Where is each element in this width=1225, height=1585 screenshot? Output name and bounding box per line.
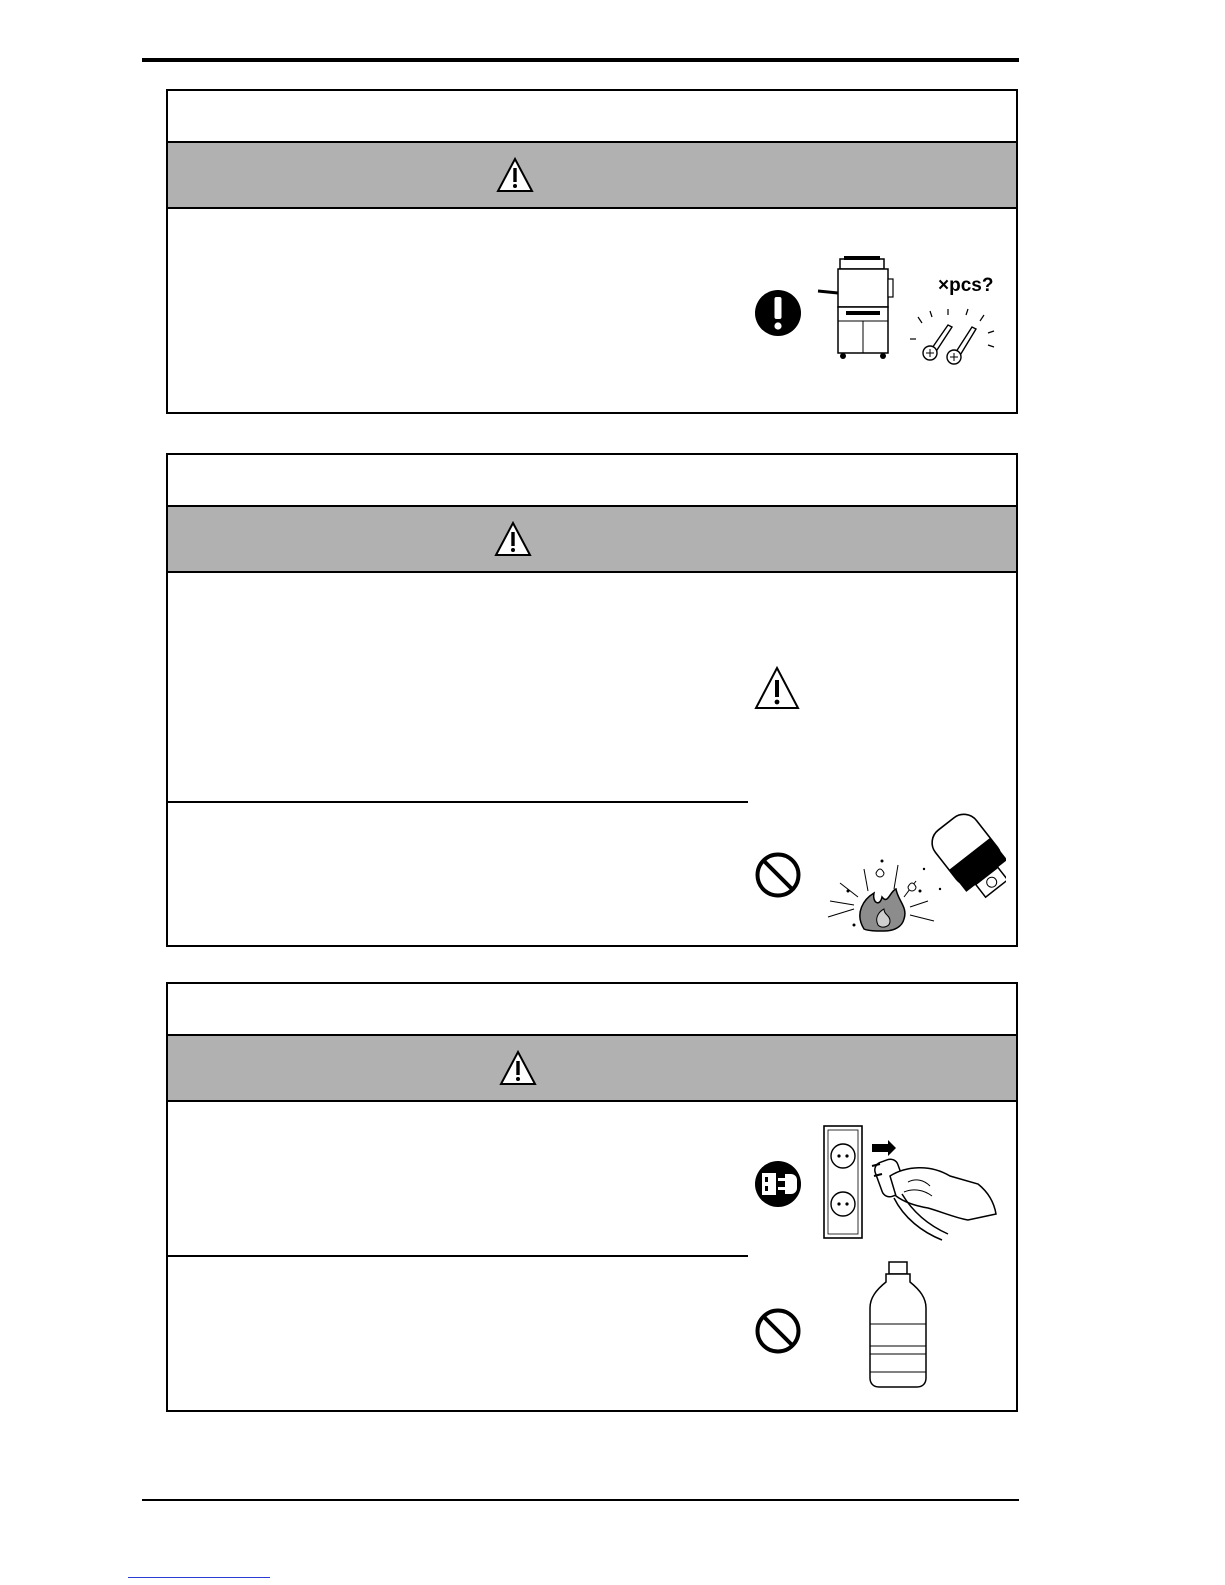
panel-row xyxy=(168,1102,746,1255)
warning-panel-2 xyxy=(166,453,1018,947)
panel-row xyxy=(168,1257,746,1407)
screws-icon xyxy=(908,305,1000,373)
pieces-label: ×pcs? xyxy=(938,275,994,296)
solvent-bottle-icon xyxy=(866,1260,930,1390)
footer-rule xyxy=(142,1499,1019,1501)
warning-triangle-icon xyxy=(494,521,532,557)
panel-title xyxy=(168,91,1016,143)
warning-band xyxy=(168,143,1016,209)
warning-panel-1 xyxy=(166,89,1018,414)
panel-title xyxy=(168,455,1016,507)
panel-row xyxy=(168,573,746,801)
warning-triangle-icon xyxy=(496,157,534,193)
copier-machine-icon xyxy=(816,255,906,365)
exclamation-circle-icon xyxy=(754,289,802,337)
toner-bottle-fire-icon xyxy=(824,809,1006,933)
footer-link[interactable] xyxy=(128,1576,270,1578)
header-rule xyxy=(142,58,1019,62)
panel-title xyxy=(168,984,1016,1036)
unplug-icon xyxy=(754,1160,802,1208)
unplug-illustration-icon xyxy=(818,1122,998,1246)
warning-band xyxy=(168,507,1016,573)
prohibition-icon xyxy=(754,851,802,899)
warning-triangle-icon xyxy=(499,1050,537,1086)
warning-triangle-icon xyxy=(754,666,800,710)
warning-band xyxy=(168,1036,1016,1102)
panel-row xyxy=(168,803,746,943)
prohibition-icon xyxy=(754,1307,802,1355)
panel-row xyxy=(168,209,746,409)
warning-panel-3 xyxy=(166,982,1018,1412)
